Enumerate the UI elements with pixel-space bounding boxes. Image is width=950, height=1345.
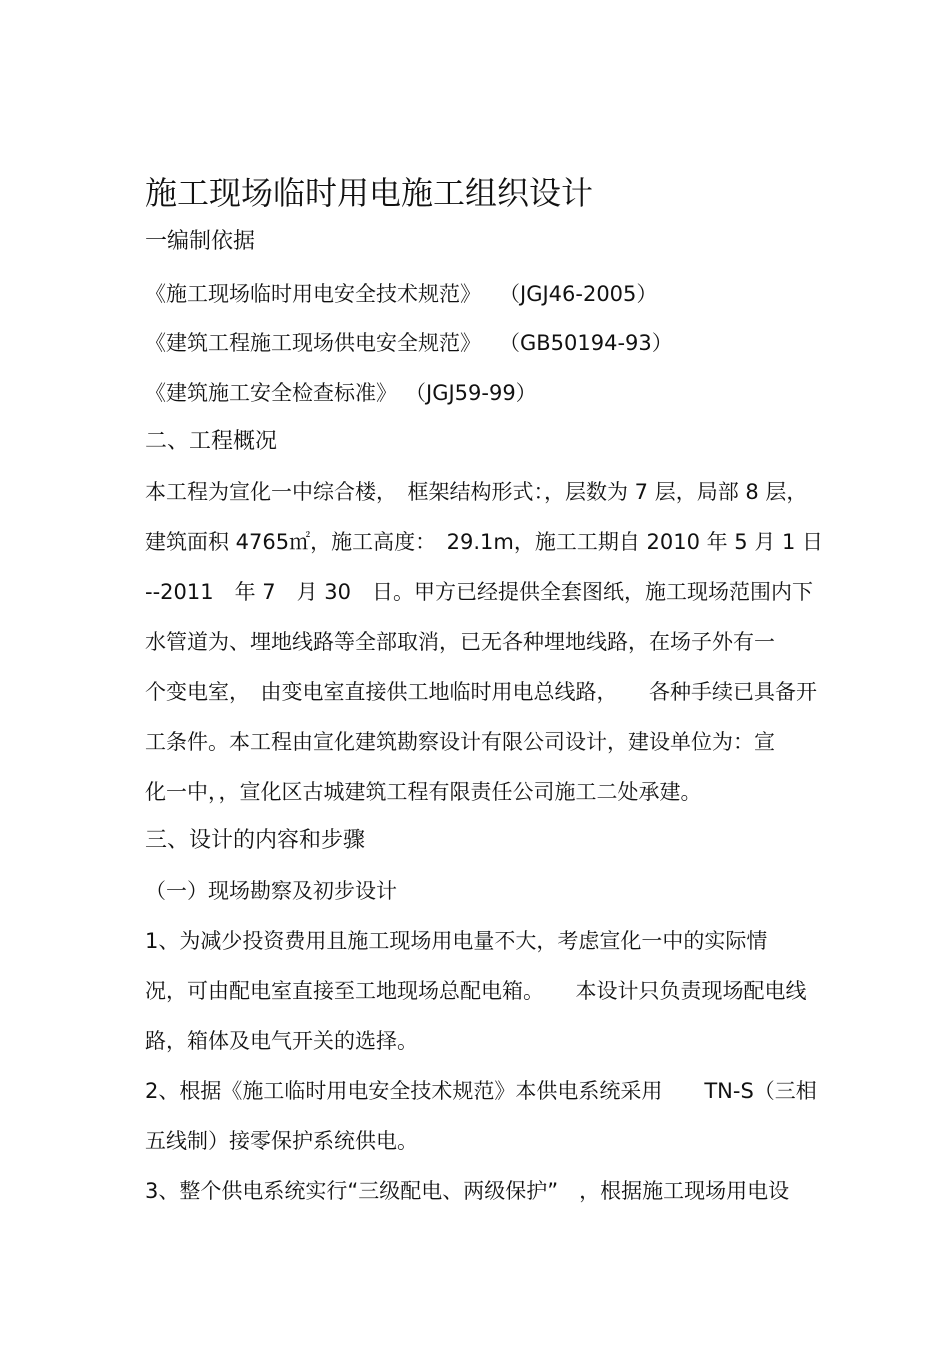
reference-item [145,280,657,308]
reference-name: 《施工现场临时用电安全技术规范》 [145,282,481,306]
paragraph-line: 五线制）接零保护系统供电。 [145,1129,418,1153]
section-heading-basis: 一编制依据 [145,229,256,254]
paragraph-line: 3、整个供电系统实行“三级配电、两级保护” ，根据施工现场用电设 [145,1179,790,1203]
paragraph-line: 工条件。本工程由宣化建筑勘察设计有限公司设计，建设单位为：宣 [145,730,775,754]
paragraph-line: --2011 年 7 月 30 日。甲方已经提供全套图纸，施工现场范围内下 [145,580,814,604]
paragraph-line: 水管道为、埋地线路等全部取消，已无各种埋地线路，在场子外有一 [145,630,775,654]
reference-item [145,329,673,357]
section-heading-design: 三、设计的内容和步骤 [145,828,366,853]
paragraph-line: 个变电室， 由变电室直接供工地临时用电总线路， 各种手续已具备开 [145,680,817,704]
paragraph-line: 建筑面积 4765㎡，施工高度： 29.1m，施工工期自 2010 年 5 月 1 日 [145,530,824,554]
paragraph-line: 路，箱体及电气开关的选择。 [145,1029,418,1053]
reference-name: 《建筑施工安全检查标准》 [145,381,397,405]
paragraph-line: 1、为减少投资费用且施工现场用电量不大，考虑宣化一中的实际情 [145,929,768,953]
reference-name: 《建筑工程施工现场供电安全规范》 [145,331,481,355]
paragraph-line: 2、根据《施工临时用电安全技术规范》本供电系统采用 TN-S（三相 [145,1079,817,1103]
document-title: 施工现场临时用电施工组织设计 [145,174,594,212]
reference-code: （JGJ46-2005） [499,282,658,306]
paragraph-line: 本工程为宣化一中综合楼， 框架结构形式：，层数为 7 层，局部 8 层， [145,480,808,504]
reference-code: （GB50194-93） [499,331,673,355]
reference-code: （JGJ59-99） [405,381,537,405]
reference-item [145,379,537,407]
section-heading-overview: 二、工程概况 [145,429,278,454]
paragraph-line: 况，可由配电室直接至工地现场总配电箱。 本设计只负责现场配电线 [145,979,807,1003]
subsection-heading: （一）现场勘察及初步设计 [145,879,397,903]
paragraph-line: 化一中，，宣化区古城建筑工程有限责任公司施工二处承建。 [145,780,702,804]
